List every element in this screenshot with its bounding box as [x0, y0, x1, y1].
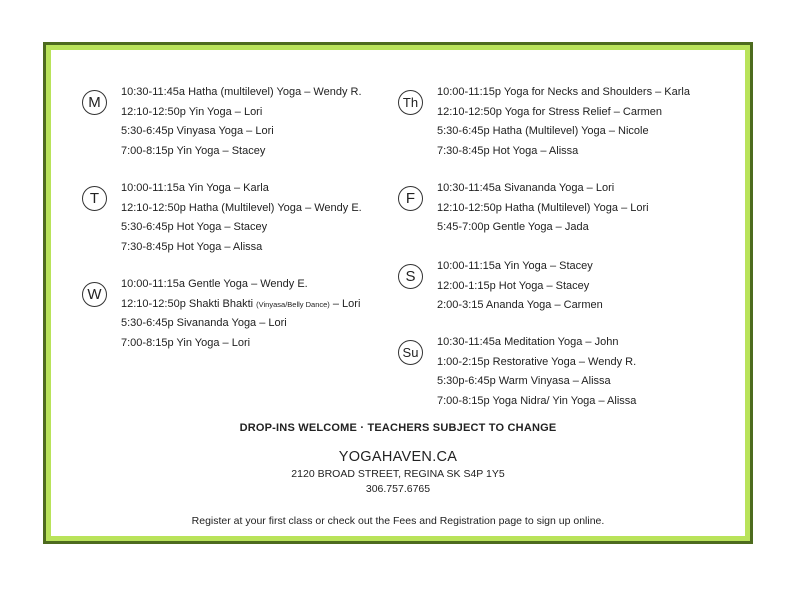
class-list	[437, 83, 690, 161]
class-entry	[121, 238, 362, 258]
class-entry-text: 12:10-12:50p Shakti Bhakti	[121, 297, 257, 310]
class-entry	[121, 218, 362, 238]
class-entry-text: 12:00-1:15p Hot Yoga – Stacey	[437, 279, 590, 292]
class-entry-text: 7:30-8:45p Hot Yoga – Alissa	[437, 144, 579, 157]
class-entry-text: 10:30-11:45a Sivananda Yoga – Lori	[437, 182, 615, 194]
class-entry-text: 7:00-8:15p Yoga Nidra/ Yin Yoga – Alissa	[437, 394, 637, 407]
class-entry	[121, 122, 362, 142]
class-entry	[437, 257, 603, 277]
class-entry	[121, 295, 360, 315]
class-entry	[437, 296, 603, 316]
class-list	[437, 333, 636, 411]
website-link[interactable]: YOGAHAVEN.CA	[338, 449, 458, 465]
class-entry-text: 12:10-12:50p Yin Yoga – Lori	[121, 105, 263, 118]
class-entry-text: 7:00-8:15p Yin Yoga – Lori	[121, 336, 251, 349]
schedule-panel	[51, 50, 745, 536]
class-entry-text: 7:30-8:45p Hot Yoga – Alissa	[121, 240, 263, 253]
class-entry-text: 10:00-11:15p Yoga for Necks and Shoulders – Karla	[437, 86, 690, 98]
class-entry	[121, 334, 360, 354]
day-badge-th: Th	[398, 90, 423, 115]
class-entry	[437, 372, 636, 392]
day-badge-su: Su	[398, 340, 423, 365]
phone-number: 306.757.6765	[365, 483, 431, 495]
class-entry	[437, 218, 649, 238]
class-entry-text: 2:00-3:15 Ananda Yoga – Carmen	[437, 299, 603, 311]
drop-ins-notice: DROP-INS WELCOME · TEACHERS SUBJECT TO CHANGE	[239, 422, 557, 434]
class-entry-text: 1:00-2:15p Restorative Yoga – Wendy R.	[437, 355, 637, 368]
class-list	[437, 257, 603, 316]
class-entry	[121, 103, 362, 123]
class-entry-text: 5:30p-6:45p Warm Vinyasa – Alissa	[437, 375, 611, 387]
day-badge-t: T	[82, 186, 107, 211]
registration-note: Register at your first class or check out the Fees and Registration page to sign up online.	[191, 515, 605, 527]
class-entry-text: 10:00-11:15a Gentle Yoga – Wendy E.	[121, 278, 308, 290]
class-entry	[121, 275, 360, 295]
class-entry-text: 12:10-12:50p Hatha (Multilevel) Yoga – Wendy E.	[121, 201, 362, 214]
day-badge-m: M	[82, 90, 107, 115]
class-list	[121, 83, 362, 161]
class-entry	[437, 122, 690, 142]
class-entry	[121, 142, 362, 162]
class-entry	[437, 199, 649, 219]
class-entry	[121, 199, 362, 219]
class-entry-text: 5:30-6:45p Hatha (Multilevel) Yoga – Nicole	[437, 125, 649, 137]
class-entry-instructor: – Lori	[329, 297, 361, 310]
class-entry-note: (Vinyasa/Belly Dance)	[256, 299, 330, 309]
class-entry	[121, 179, 362, 199]
day-badge-w: W	[82, 282, 107, 307]
day-badge-f: F	[398, 186, 423, 211]
schedule-card	[43, 42, 753, 544]
class-entry-text: 10:30-11:45a Meditation Yoga – John	[437, 336, 619, 348]
class-entry	[437, 142, 690, 162]
class-entry-text: 5:30-6:45p Sivananda Yoga – Lori	[121, 317, 287, 329]
class-entry	[437, 277, 603, 297]
class-list	[121, 275, 360, 353]
class-entry	[437, 103, 690, 123]
class-entry	[121, 83, 362, 103]
class-entry-text: 10:00-11:15a Yin Yoga – Stacey	[437, 260, 593, 272]
day-badge-s: S	[398, 264, 423, 289]
class-entry	[437, 333, 636, 353]
class-entry-text: 12:10-12:50p Yoga for Stress Relief – Carmen	[437, 105, 663, 118]
class-entry	[437, 83, 690, 103]
studio-address: 2120 BROAD STREET, REGINA SK S4P 1Y5	[291, 468, 505, 480]
class-entry-text: 5:30-6:45p Hot Yoga – Stacey	[121, 221, 268, 233]
class-entry	[121, 314, 360, 334]
class-entry-text: 10:30-11:45a Hatha (multilevel) Yoga – Wendy R.	[121, 86, 362, 98]
class-entry	[437, 179, 649, 199]
class-entry	[437, 353, 636, 373]
class-entry-text: 7:00-8:15p Yin Yoga – Stacey	[121, 144, 266, 157]
class-entry-text: 10:00-11:15a Yin Yoga – Karla	[121, 182, 269, 194]
class-entry-text: 5:45-7:00p Gentle Yoga – Jada	[437, 221, 589, 233]
class-list	[121, 179, 362, 257]
class-entry-text: 12:10-12:50p Hatha (Multilevel) Yoga – Lori	[437, 201, 649, 214]
class-list	[437, 179, 649, 238]
class-entry	[437, 392, 636, 412]
class-entry-text: 5:30-6:45p Vinyasa Yoga – Lori	[121, 125, 274, 137]
